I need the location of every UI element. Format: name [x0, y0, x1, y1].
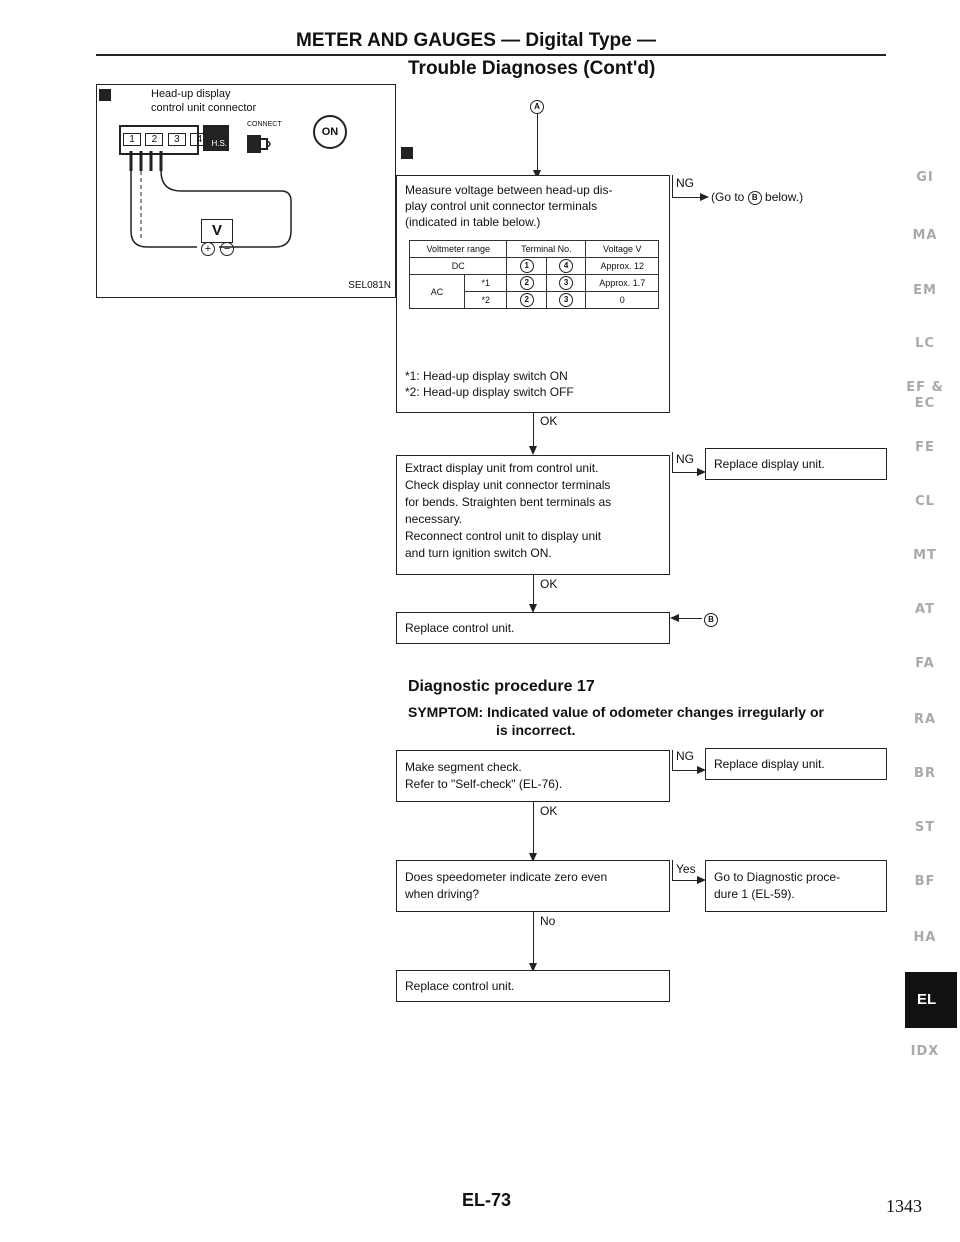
- sidebar-item-mt[interactable]: MT: [913, 548, 937, 563]
- result-replace-display-unit: [705, 448, 887, 480]
- ng-label: NG: [676, 452, 694, 466]
- connector-pin: 3: [168, 133, 186, 146]
- connector-line: [672, 175, 673, 197]
- ng-label: NG: [676, 749, 694, 763]
- sidebar-item-ef[interactable]: EF &: [906, 380, 944, 395]
- connector-line: [672, 880, 700, 881]
- result-text: dure 1 (EL-59).: [714, 887, 795, 901]
- step-text: Make segment check.: [405, 760, 522, 774]
- connector-pin: 2: [145, 133, 163, 146]
- terminal-number: 1: [520, 259, 534, 273]
- ok-label: OK: [540, 414, 558, 428]
- table-cell: DC: [410, 258, 507, 275]
- step-replace-control-unit: [396, 970, 670, 1002]
- sidebar-item-at[interactable]: AT: [915, 602, 935, 617]
- connector-pins: [123, 129, 208, 147]
- terminal-number: 3: [559, 276, 573, 290]
- yes-label: Yes: [676, 862, 696, 876]
- voltmeter-wiring: [97, 151, 397, 281]
- sidebar-item-fe[interactable]: FE: [915, 440, 935, 455]
- sidebar-item-ra[interactable]: RA: [913, 712, 937, 727]
- page-title: METER AND GAUGES — Digital Type —: [296, 30, 656, 51]
- connector-line: [672, 452, 673, 472]
- terminal-number: 3: [559, 293, 573, 307]
- connector-pin: 4: [190, 133, 208, 146]
- connector-diagram-badge: [99, 89, 111, 101]
- step-text: Reconnect control unit to display unit: [405, 529, 602, 543]
- voltmeter-label: V: [211, 222, 222, 239]
- step-text: necessary.: [405, 512, 463, 526]
- terminal-number: 2: [520, 276, 534, 290]
- sidebar-item-st[interactable]: ST: [914, 820, 936, 835]
- ng-label: NG: [676, 176, 694, 190]
- ng-result: [711, 190, 803, 205]
- terminal-number: 2: [520, 293, 534, 307]
- result-text: Go to Diagnostic proce-: [714, 870, 841, 884]
- sidebar-item-br[interactable]: BR: [914, 766, 936, 781]
- entry-marker-a-label: A: [530, 100, 544, 114]
- result-text: Replace display unit.: [714, 457, 825, 471]
- sidebar-item-gi[interactable]: GI: [916, 170, 934, 185]
- symptom-line-1: SYMPTOM: Indicated value of odometer changes irregularly or: [408, 704, 824, 720]
- connector-line: [672, 770, 700, 771]
- sidebar-item-ma[interactable]: MA: [912, 228, 938, 243]
- step-text: Replace control unit.: [405, 979, 515, 993]
- step-text: (indicated in table below.): [405, 215, 541, 229]
- marker-b: B: [748, 191, 762, 205]
- marker-b-entry: [704, 611, 718, 629]
- hs-label: H.S.: [211, 139, 227, 148]
- table-header: Voltmeter range: [410, 241, 507, 258]
- page-subtitle: Trouble Diagnoses (Cont'd): [408, 58, 656, 79]
- connector-line: [533, 575, 534, 605]
- arrow-down: [529, 446, 537, 455]
- table-row: [410, 258, 659, 275]
- step-replace-control-unit: [396, 612, 670, 644]
- voltage-table: [409, 240, 659, 309]
- step-measure-voltage: [396, 175, 670, 413]
- sidebar-item-ec[interactable]: EC: [914, 396, 936, 411]
- ok-label: OK: [540, 804, 558, 818]
- no-label: No: [540, 914, 556, 928]
- terminal-number: 4: [559, 259, 573, 273]
- harness-side-icon: [203, 125, 229, 151]
- step-text: Replace control unit.: [405, 621, 515, 635]
- voltmeter-icon: [201, 219, 233, 243]
- table-cell: 0: [586, 292, 659, 309]
- sidebar-item-ha[interactable]: HA: [913, 930, 937, 945]
- step-segment-check: [396, 750, 670, 802]
- connector-line: [672, 197, 702, 198]
- table-note: *1: Head-up display switch ON: [405, 369, 568, 383]
- table-cell: [507, 292, 546, 309]
- table-row: [410, 241, 659, 258]
- connector-line: [533, 413, 534, 446]
- connector-line: [533, 912, 534, 964]
- sidebar-item-em[interactable]: EM: [913, 283, 937, 298]
- table-row: [410, 275, 659, 292]
- header-rule: [96, 54, 886, 56]
- step-speedometer-zero: [396, 860, 670, 912]
- step-text: Does speedometer indicate zero even: [405, 870, 608, 884]
- step-text: for bends. Straighten bent terminals as: [405, 495, 612, 509]
- sidebar-item-el-label: EL: [917, 991, 937, 1008]
- page-number: 1343: [886, 1196, 922, 1216]
- connector-line: [672, 750, 673, 770]
- table-header: Voltage V: [586, 241, 659, 258]
- procedure-title: Diagnostic procedure 17: [408, 678, 595, 695]
- sidebar-item-lc[interactable]: LC: [915, 336, 935, 351]
- connector-pin: 1: [123, 133, 141, 146]
- table-header: Terminal No.: [507, 241, 586, 258]
- table-note: *2: Head-up display switch OFF: [405, 385, 574, 399]
- table-cell: Approx. 1.7: [586, 275, 659, 292]
- step-text: Measure voltage between head-up dis-: [405, 183, 613, 197]
- connector-line: [672, 860, 673, 880]
- connect-label: CONNECT: [247, 121, 282, 128]
- table-cell: Approx. 12: [586, 258, 659, 275]
- ignition-on-label: ON: [321, 126, 339, 138]
- connector-line: [537, 113, 538, 170]
- result-text: Replace display unit.: [714, 757, 825, 771]
- connector-line: [672, 472, 700, 473]
- step-text: and turn ignition switch ON.: [405, 546, 552, 560]
- step-check-display-unit: [396, 455, 670, 575]
- ok-label: OK: [540, 577, 558, 591]
- minus-terminal: −: [220, 242, 234, 256]
- page-code: EL-73: [462, 1190, 512, 1210]
- step-text: Extract display unit from control unit.: [405, 461, 599, 475]
- ignition-on-icon: [313, 115, 347, 149]
- table-cell: *1: [465, 275, 507, 292]
- step-text: play control unit connector terminals: [405, 199, 598, 213]
- result-go-to-procedure-1: [705, 860, 887, 912]
- step-text: when driving?: [405, 887, 480, 901]
- connector-label-2: control unit connector: [151, 102, 257, 114]
- sidebar-item-el-active[interactable]: [905, 972, 957, 1028]
- result-replace-display-unit: [705, 748, 887, 780]
- connector-line: [533, 802, 534, 854]
- symptom-line-2: is incorrect.: [496, 722, 576, 738]
- table-cell: [507, 258, 546, 275]
- table-cell: [546, 292, 585, 309]
- step-text: Check display unit connector terminals: [405, 478, 611, 492]
- connector-line: [678, 618, 702, 619]
- sidebar-item-fa[interactable]: FA: [915, 656, 935, 671]
- table-cell: [546, 258, 585, 275]
- ng-result-post: below.): [765, 190, 804, 204]
- sidebar-item-idx[interactable]: IDX: [910, 1044, 940, 1059]
- table-cell: AC: [410, 275, 465, 309]
- marker-b-label: B: [704, 613, 718, 627]
- step-text: Refer to "Self-check" (EL-76).: [405, 777, 563, 791]
- table-cell: *2: [465, 292, 507, 309]
- flow-badge: [401, 147, 413, 159]
- sidebar-item-bf[interactable]: BF: [914, 874, 936, 889]
- connector-diagram: [96, 84, 396, 298]
- table-cell: [546, 275, 585, 292]
- ng-result-pre: (Go to: [711, 190, 745, 204]
- arrow-right: [700, 193, 709, 201]
- sidebar-item-cl[interactable]: CL: [915, 494, 935, 509]
- table-cell: [507, 275, 546, 292]
- diagram-code: SEL081N: [348, 280, 391, 291]
- voltmeter-terminals: [201, 242, 234, 256]
- connector-label-1: Head-up display: [151, 88, 231, 100]
- plus-terminal: +: [201, 242, 215, 256]
